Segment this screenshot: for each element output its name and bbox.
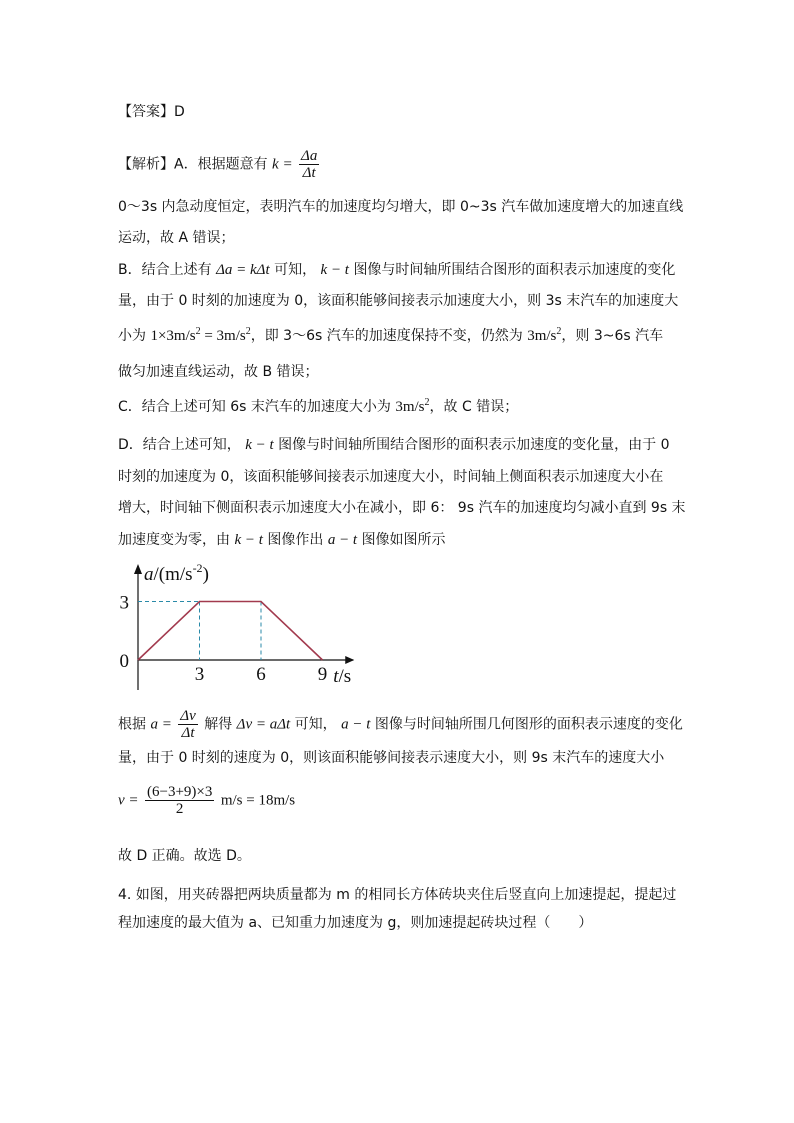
x-tick-label: 9 [317, 664, 328, 685]
c1-text: C．结合上述可知 6s 末汽车的加速度大小为 [118, 399, 391, 415]
e1-equation: a = [150, 716, 172, 733]
analysis-line-b4: 做匀加速直线运动，故 B 错误； [118, 364, 319, 380]
analysis-line-3b: 运动，故 A 错误； [118, 230, 235, 246]
analysis-line-b1 [118, 259, 675, 281]
k-numerator: Δa [301, 148, 318, 164]
analysis-line-d4 [118, 529, 446, 551]
x-tick-label: 6 [256, 664, 266, 685]
c1-text2: ，故 C 错误； [429, 399, 519, 415]
e1-text: 根据 [118, 716, 146, 733]
d4-text: 加速度变为零，由 [118, 532, 230, 548]
b1-text3: 图像与时间轴所围结合图形的面积表示加速度的变化 [353, 262, 676, 278]
velocity-equation [118, 784, 295, 817]
b1-math2: k − t [320, 262, 349, 278]
answer-label: 【答案】 [118, 104, 174, 120]
b3-math-a: 1×3m/s [150, 328, 196, 344]
v-result: m/s = 18m/s [220, 792, 296, 809]
d4-math2: a − t [327, 532, 358, 548]
analysis-line-d2: 时刻的加速度为 0，该面积能够间接表示加速度大小，时间轴上侧面积表示加速度大小在 [118, 469, 664, 485]
e1-text2: 解得 [204, 716, 233, 733]
y-axis-arrow [134, 564, 142, 574]
d4-text3: 图像如图所示 [361, 532, 446, 548]
analysis-line-b3 [118, 325, 663, 347]
e1-math: Δv = aΔt [236, 716, 291, 733]
e1-numerator: Δv [180, 708, 196, 724]
b1-text2: 可知， [274, 262, 317, 278]
analysis-line-d1 [118, 434, 670, 456]
answer-line [118, 101, 185, 123]
analysis-line-c1 [118, 396, 518, 418]
a-t-graph [118, 558, 388, 696]
d1-text: D．结合上述可知， [118, 437, 241, 453]
d1-text2: 图像与时间轴所围结合图形的面积表示加速度的变化量，由于 0 [278, 437, 670, 453]
b3-text2: ，即 3～6s 汽车的加速度保持不变，仍然为 [250, 328, 523, 344]
b3-text3: ，则 3~6s 汽车 [561, 328, 664, 344]
d4-math: k − t [234, 532, 263, 548]
b1-text: B．结合上述有 [118, 262, 212, 278]
b3-text: 小为 [118, 328, 146, 344]
d4-text2: 图像作出 [267, 532, 324, 548]
answer-value: D [174, 104, 185, 120]
b3-math3-a: 3m/s [527, 328, 557, 344]
question-4-line-1: 4. 如图，用夹砖器把两块质量都为 m 的相同长方体砖块夹住后竖直向上加速提起，提起过 [118, 887, 677, 903]
analysis-label: 【解析】 [118, 156, 174, 173]
v-eq: v = [118, 792, 139, 809]
d1-math: k − t [245, 437, 274, 453]
analysis-line-e1 [118, 708, 683, 741]
y-tick-label: 3 [119, 592, 129, 614]
question-4-line-2: 程加速度的最大值为 a、已知重力加速度为 g，则加速提起砖块过程（ ） [118, 915, 593, 931]
analysis-line-a [118, 148, 321, 181]
e1-fraction [178, 708, 197, 741]
origin-label: 0 [119, 651, 129, 672]
e1-math2: a − t [341, 716, 371, 733]
b1-math: Δa = kΔt [216, 262, 270, 278]
analysis-line-3a: 0～3s 内急动度恒定，表明汽车的加速度均匀增大，即 0~3s 汽车做加速度增大的加速直线 [118, 199, 684, 215]
x-axis-label: t/s [333, 666, 352, 687]
x-axis-arrow [345, 656, 354, 664]
k-equation: k = [272, 156, 293, 173]
v-fraction [145, 784, 214, 817]
series-line [138, 602, 323, 661]
k-denominator: Δt [302, 165, 316, 181]
b3-math: $1\times 3m/s^2 = 3m/s^2$ [150, 326, 251, 344]
k-fraction [299, 148, 319, 181]
c1-math-a: 3m/s [395, 399, 425, 415]
y-axis-label: $a/(m/s^{-2})$ [144, 561, 209, 585]
x-tick-label: 3 [194, 664, 205, 685]
conclusion: 故 D 正确。故选 D。 [118, 848, 251, 864]
c1-math: $3m/s^2$ [395, 397, 430, 415]
e1-text3: 可知， [294, 716, 337, 733]
analysis-line-d3: 增大，时间轴下侧面积表示加速度大小在减小，即 6： 9s 汽车的加速度均匀减小直到 9s 末 [118, 500, 686, 516]
v-numerator: (6−3+9)×3 [146, 784, 213, 800]
e1-text4: 图像与时间轴所围几何图形的面积表示速度的变化 [374, 716, 683, 733]
analysis-line-e2: 量，由于 0 时刻的速度为 0，则该面积能够间接表示速度大小，则 9s 末汽车的速度大小 [118, 750, 665, 766]
e1-denominator: Δt [181, 725, 195, 741]
v-denominator: 2 [175, 801, 184, 817]
analysis-line-b2: 量，由于 0 时刻的加速度为 0，该面积能够间接表示加速度大小，则 3s 末汽车的加速度大 [118, 293, 679, 309]
b3-math-b: = 3m/s [200, 328, 246, 344]
b3-math3: $3m/s^2$ [527, 326, 562, 344]
analysis-a-text: A．根据题意有 [174, 156, 268, 173]
